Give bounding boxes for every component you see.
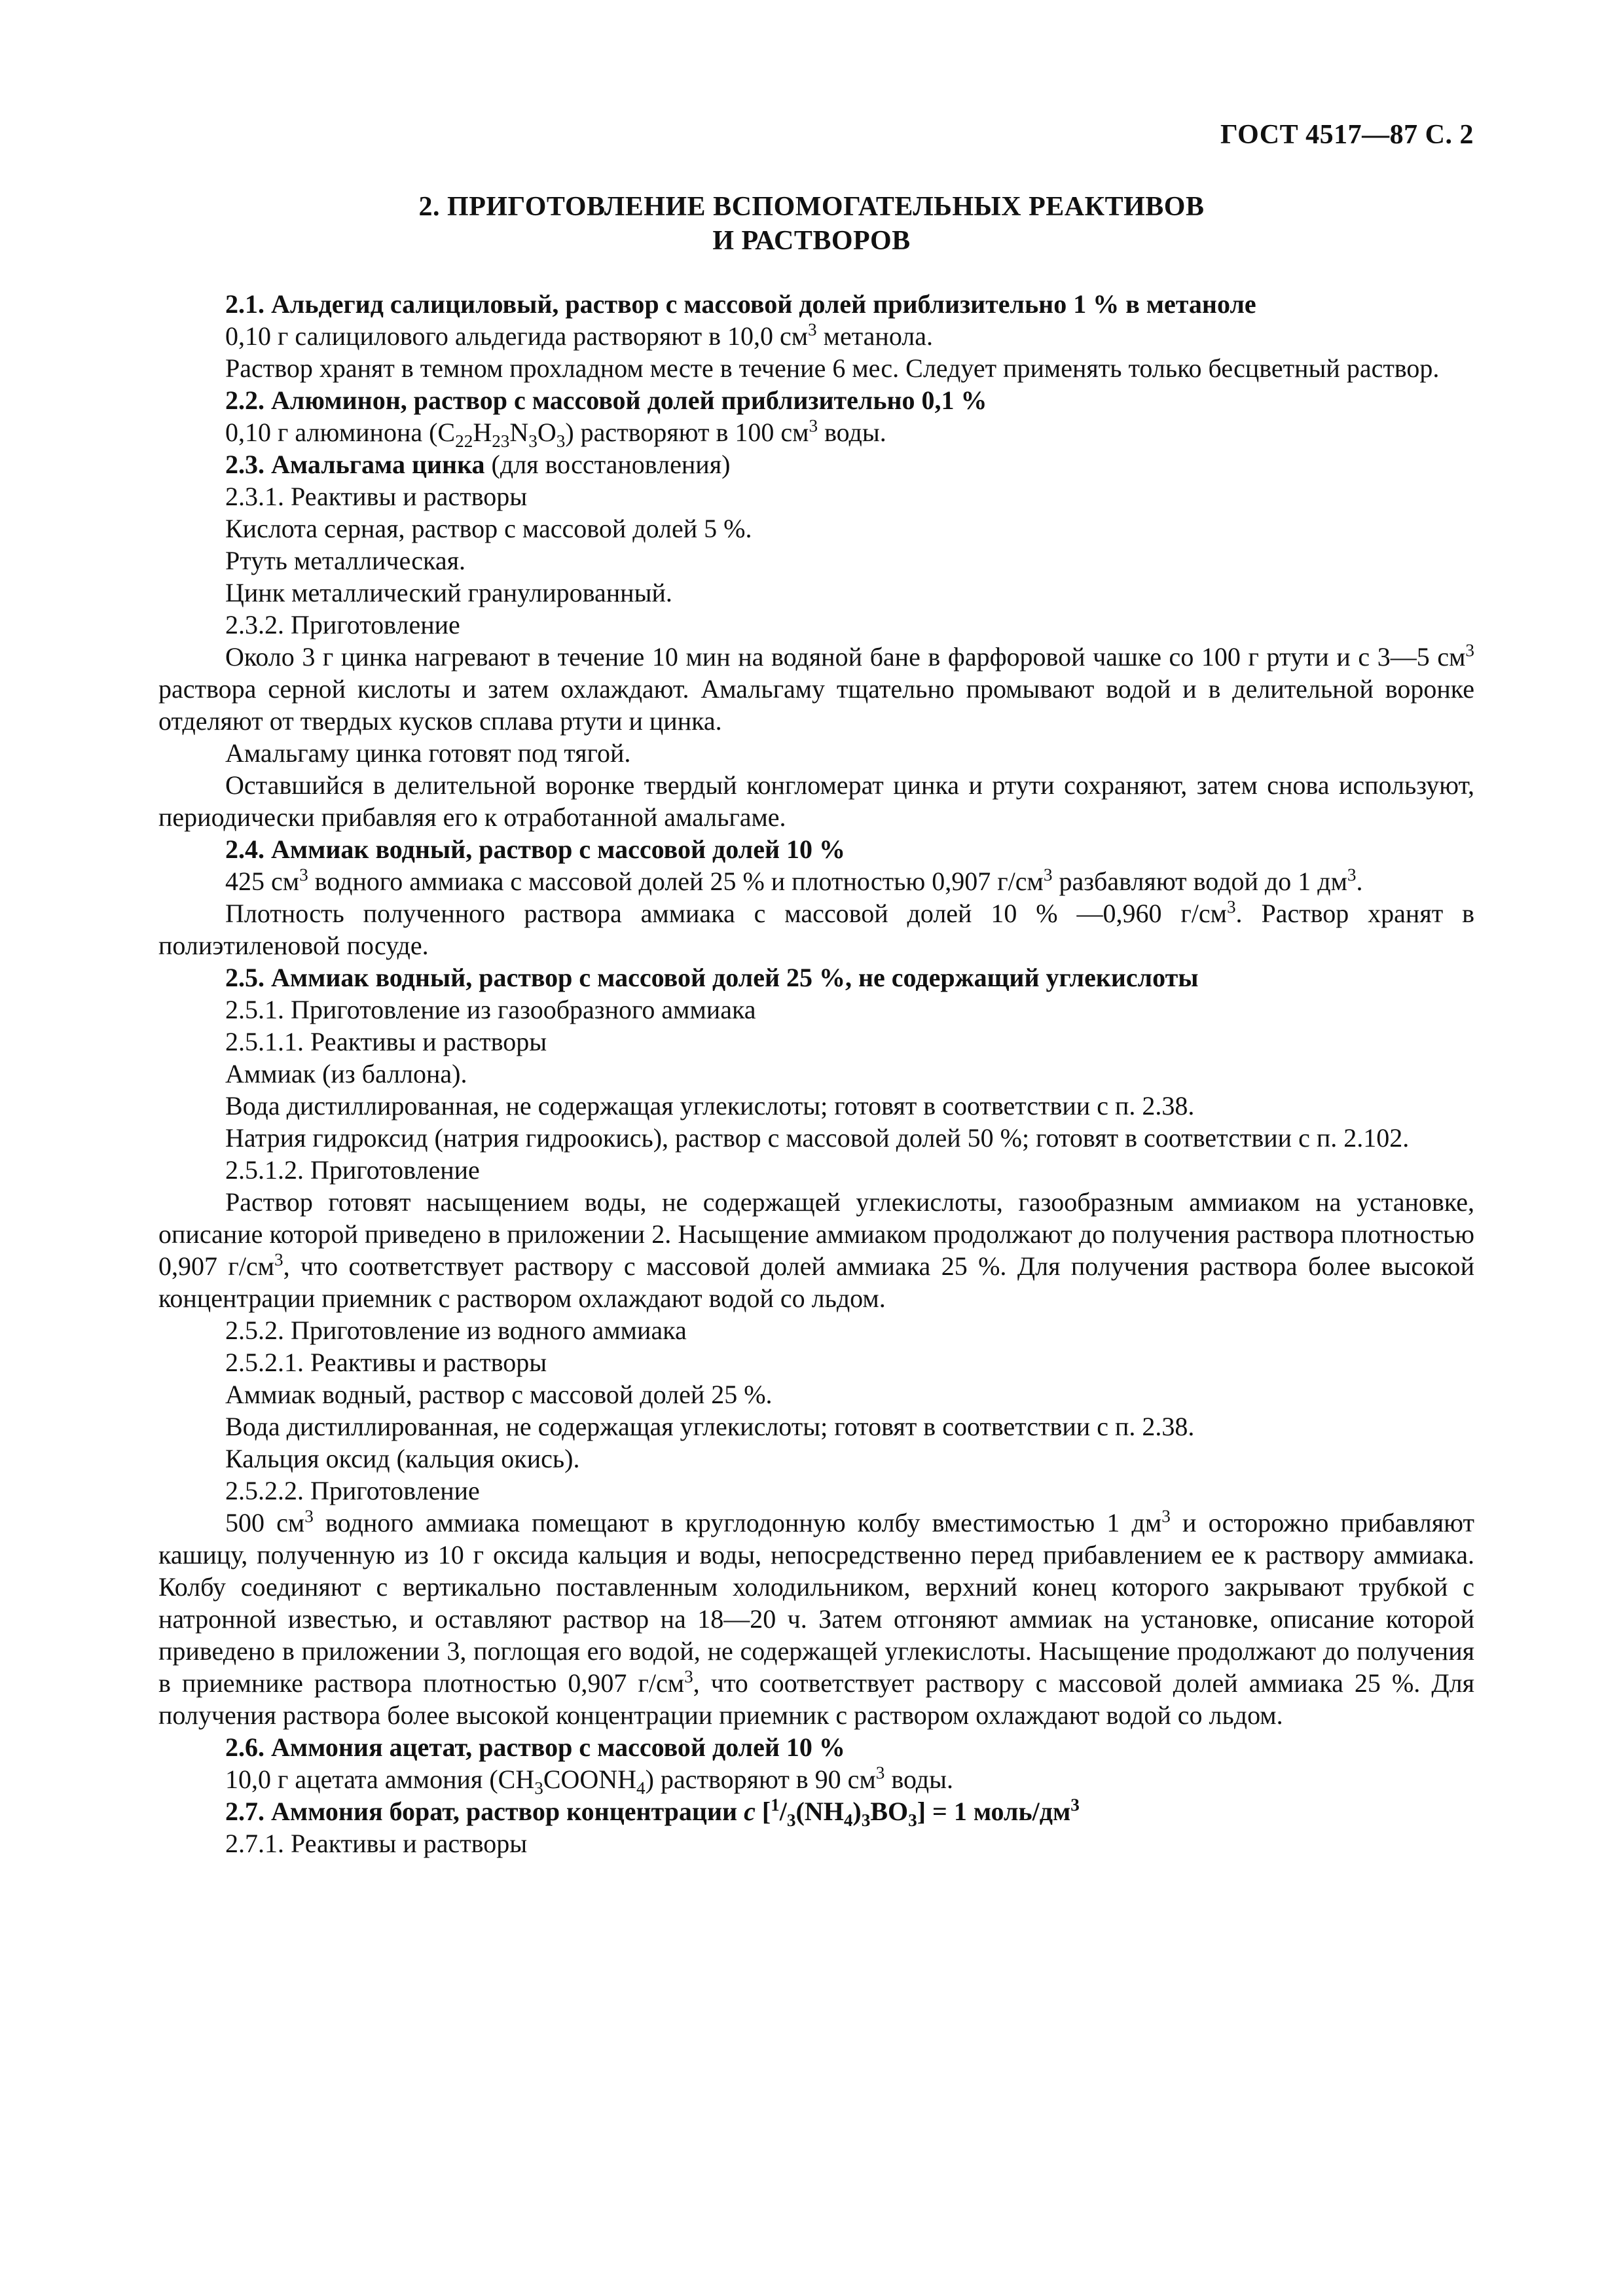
paragraph-2-5-1-preparation: Раствор готовят насыщением воды, не содержащей углекислоты, газообразным аммиаком на установке, описание которой приведено в приложении 2. Насыщение аммиаком продолжают до получения раствора плотностью 0,907 $г/см^3$, что соответствует раствору с массовой долей аммиака 25 %. Для получения раствора более высокой концентрации приемник с раствором охлаждают водой со льдом. xyxy=(158,1187,1474,1313)
subheading-2-7-1: 2.7.1. Реактивы и растворы xyxy=(225,1829,528,1858)
paragraph-2-4-density: Плотность полученного раствора аммиака с массовой долей 10 % —0,960 $г/см^3$. Раствор хранят в полиэтиленовой посуде. xyxy=(158,897,1474,960)
subheading-2-5-2: 2.5.2. Приготовление из водного аммиака xyxy=(225,1316,687,1345)
subheading-2-3-2: 2.3.2. Приготовление xyxy=(225,610,460,639)
paragraph-2-2-dissolve: 0,10 г алюминона $(C_{22}H_{23}N_3O_3)$ растворяют в 100 $см^3$ воды. xyxy=(225,416,886,451)
heading-2-3: 2.3. Амальгама цинка (для восстановления) xyxy=(225,450,731,479)
reagent-mercury: Ртуть металлическая. xyxy=(225,546,465,575)
subheading-2-5-2-2: 2.5.2.2. Приготовление xyxy=(225,1476,480,1505)
section-title xyxy=(0,190,1623,258)
subheading-2-5-1: 2.5.1. Приготовление из газообразного аммиака xyxy=(225,995,756,1024)
heading-2-7: 2.7. Аммония борат, раствор концентрации c $[^1/_3(NH_4)_3BO_3] = 1$ моль/$дм^3$ xyxy=(225,1795,1080,1830)
heading-2-6: 2.6. Аммония ацетат, раствор с массовой долей 10 % xyxy=(225,1732,845,1762)
reagent-sodium-hydroxide: Натрия гидроксид (натрия гидроокись), раствор с массовой долей 50 %; готовят в соответствии с п. 2.102. xyxy=(225,1123,1410,1153)
section-title-line-2: И РАСТВОРОВ xyxy=(712,226,911,256)
reagent-zinc: Цинк металлический гранулированный. xyxy=(225,578,672,607)
subheading-2-5-2-1: 2.5.2.1. Реактивы и растворы xyxy=(225,1348,547,1377)
paragraph-2-3-preparation: Около 3 г цинка нагревают в течение 10 мин на водяной бане в фарфоровой чашке со 100 г ртути и с 3—5 $см^3$ раствора серной кислоты и затем охлаждают. Амальгаму тщательно промывают водой и в делительной воронке отделяют от твердых кусков сплава ртути и цинка. xyxy=(158,640,1474,736)
reagent-distilled-water: Вода дистиллированная, не содержащая углекислоты; готовят в соответствии с п. 2.38. xyxy=(225,1091,1195,1121)
reagent-calcium-oxide: Кальция оксид (кальция окись). xyxy=(225,1444,580,1473)
paragraph-2-5-2-preparation: 500 $см^3$ водного аммиака помещают в круглодонную колбу вместимостью 1 $дм^3$ и осторожно прибавляют кашицу, полученную из 10 г оксида кальция и воды, непосредственно перед прибавлением ее к раствору аммиака. Колбу соединяют с вертикально поставленным холодильником, верхний конец которого закрывают трубкой с натронной известью, и оставляют раствор на 18—20 ч. Затем отгоняют аммиак на установке, описание которой приведено в приложении 3, поглощая его водой, не содержащей углекислоты. Насыщение продолжают до получения в приемнике раствора плотностью 0,907 $г/см^3$, что соответствует раствору с массовой долей аммиака 25 %. Для получения раствора более высокой концентрации приемник с раствором охлаждают водой со льдом. xyxy=(158,1506,1475,1730)
subheading-2-3-1: 2.3.1. Реактивы и растворы xyxy=(225,482,528,511)
paragraph-2-3-reuse: Оставшийся в делительной воронке твердый конгломерат цинка и ртути сохраняют, затем снова используют, периодически прибавляя его к отработанной амальгаме. xyxy=(158,770,1474,832)
paragraph-2-1-dissolve: 0,10 г салицилового альдегида растворяют в 10,0 $см^3$ метанола. xyxy=(225,319,934,351)
page-header-gost-number: ГОСТ 4517—87 С. 2 xyxy=(1220,120,1474,150)
paragraph-2-4-dilution: 425 $см^3$ водного аммиака с массовой долей 25 % и плотностью 0,907 $г/см^3$ разбавляют водой до 1 $дм^3$. xyxy=(225,865,1363,896)
paragraph-2-1-storage: Раствор хранят в темном прохладном месте в течение 6 мес. Следует применять только бесцветный раствор. xyxy=(225,353,1440,383)
heading-2-4: 2.4. Аммиак водный, раствор с массовой долей 10 % xyxy=(225,834,845,864)
heading-2-5: 2.5. Аммиак водный, раствор с массовой долей 25 %, не содержащий углекислоты xyxy=(225,963,1199,992)
reagent-ammonia-cylinder: Аммиак (из баллона). xyxy=(225,1059,467,1088)
heading-2-1: 2.1. Альдегид салициловый, раствор с массовой долей приблизительно 1 % в метаноле xyxy=(225,289,1256,319)
paragraph-2-6-dissolve: 10,0 г ацетата аммония $(CH_3COONH_4)$ растворяют в 90 $см^3$ воды. xyxy=(225,1763,954,1798)
reagent-aqueous-ammonia: Аммиак водный, раствор с массовой долей 25 %. xyxy=(225,1380,773,1409)
document-body xyxy=(158,288,1474,1859)
heading-2-2: 2.2. Алюминон, раствор с массовой долей приблизительно 0,1 % xyxy=(225,386,987,415)
reagent-sulfuric-acid: Кислота серная, раствор с массовой долей 5 %. xyxy=(225,514,752,543)
section-title-line-1: 2. ПРИГОТОВЛЕНИЕ ВСПОМОГАТЕЛЬНЫХ РЕАКТИВОВ xyxy=(418,192,1205,222)
paragraph-2-3-fume-hood: Амальгаму цинка готовят под тягой. xyxy=(225,738,631,768)
subheading-2-5-1-2: 2.5.1.2. Приготовление xyxy=(225,1155,480,1185)
subheading-2-5-1-1: 2.5.1.1. Реактивы и растворы xyxy=(225,1027,547,1056)
reagent-distilled-water-2: Вода дистиллированная, не содержащая углекислоты; готовят в соответствии с п. 2.38. xyxy=(225,1412,1195,1441)
